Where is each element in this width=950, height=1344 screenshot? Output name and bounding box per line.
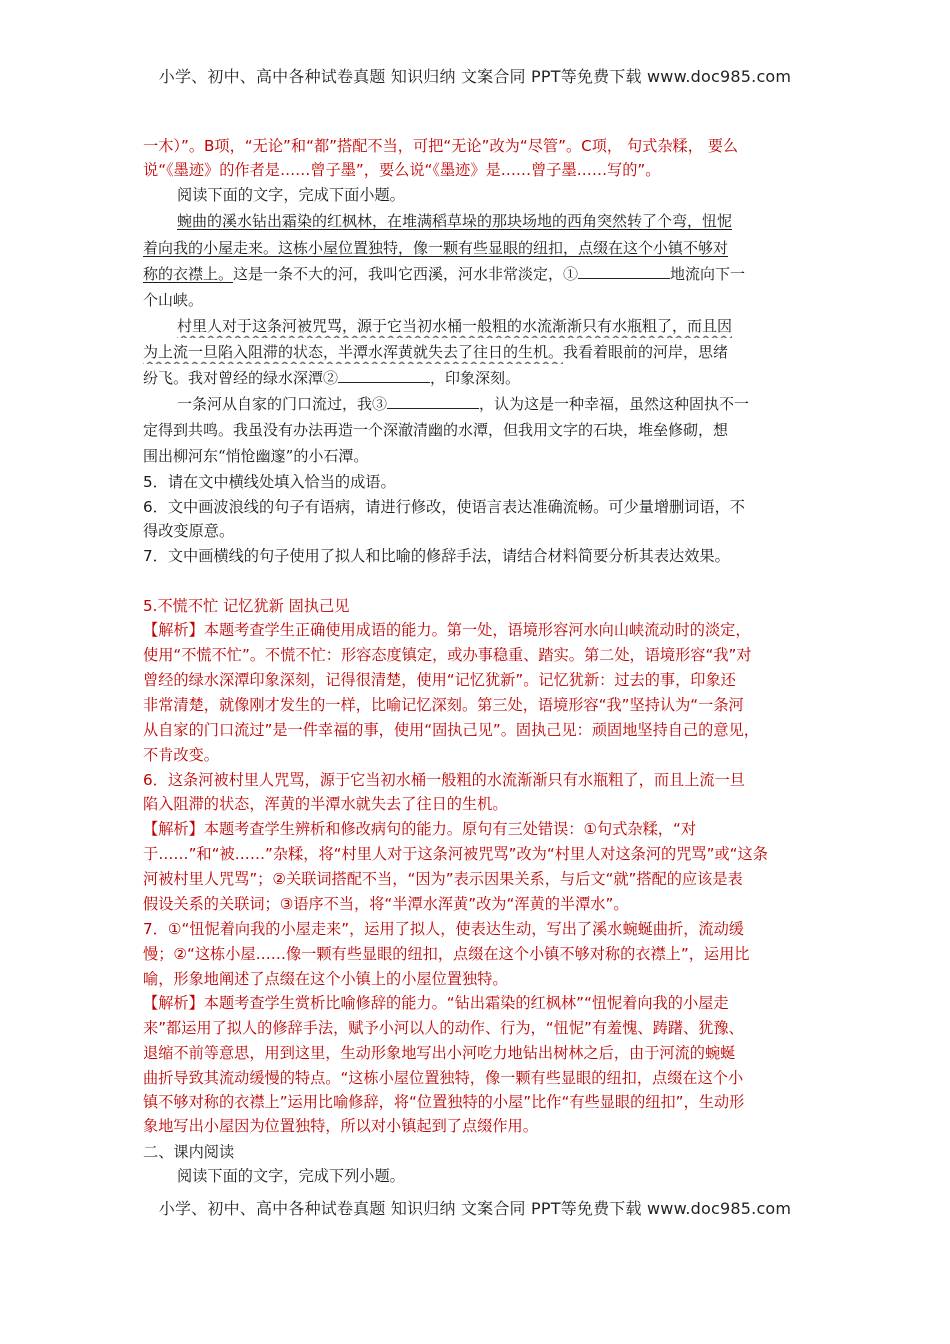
- question-5: 5．请在文中横线处填入恰当的成语。: [143, 473, 396, 491]
- reading-instruction: 阅读下面的文字，完成下面小题。: [177, 186, 405, 204]
- passage-text: 我看着眼前的河岸，思绪: [563, 343, 729, 361]
- passage-line: 围出柳河东“悄怆幽邃”的小石潭。: [143, 447, 369, 465]
- passage-line: [143, 366, 808, 390]
- passage-text: 这是一条不大的河，我叫它西溪，河水非常淡定，①: [233, 265, 579, 283]
- answer-line: 于……”和“被……”杂糅，将“村里人对于这条河被咒骂”改为“村里人对这条河的咒骂”或“这条: [143, 845, 768, 863]
- passage-line: 个山峡。: [143, 291, 204, 309]
- underlined-sentence: 着向我的小屋走来。这栋小屋位置独特，像一颗有些显眼的纽扣，点缀在这个小镇不够对: [143, 239, 729, 257]
- question-6: 6．文中画波浪线的句子有语病，请进行修改，使语言表达准确流畅。可少量增删词语，不: [143, 498, 745, 516]
- question-7: 7．文中画横线的句子使用了拟人和比喻的修辞手法，请结合材料简要分析其表达效果。: [143, 547, 730, 565]
- passage-line: [143, 340, 808, 364]
- answer-line: 6．这条河被村里人咒骂，源于它当初水桶一般粗的水流渐渐只有水瓶粗了，而且上流一旦: [143, 771, 745, 789]
- underlined-sentence: 蜿曲的溪水钻出霜染的红枫林，在堆满稻草垛的那块场地的西角突然转了个弯，忸怩: [177, 212, 733, 230]
- passage-line: [143, 262, 808, 286]
- answer-line: 不肯改变。: [143, 746, 219, 764]
- passage-text: 地流向下一: [670, 265, 746, 283]
- answer-line: 从自家的门口流过”是一件幸福的事，使用“固执己见”。固执己见：顽固地坚持自己的意见，: [143, 721, 759, 739]
- page-footer: 小学、初中、高中各种试卷真题 知识归纳 文案合同 PPT等免费下载 www.doc985.com: [158, 1199, 792, 1218]
- answer-line: 【解析】本题考查学生辨析和修改病句的能力。原句有三处错误：①句式杂糅，“对: [143, 820, 697, 838]
- answer-line: 来”都运用了拟人的修辞手法，赋予小河以人的动作、行为，“忸怩”有羞愧、踌躇、犹豫、: [143, 1019, 744, 1037]
- answer-line: 7．①“忸怩着向我的小屋走来”，运用了拟人，使表达生动，写出了溪水蜿蜒曲折，流动缓: [143, 920, 744, 938]
- answer-line: 喻，形象地阐述了点缀在这个小镇上的小屋位置独特。: [143, 970, 508, 988]
- answer-line: 【解析】本题考查学生赏析比喻修辞的能力。“钻出霜染的红枫林”“忸怩着向我的小屋走: [143, 994, 729, 1012]
- answer-line: 象地写出小屋因为位置独特，所以对小镇起到了点缀作用。: [143, 1117, 538, 1135]
- passage-line: [143, 236, 808, 260]
- page-header: 小学、初中、高中各种试卷真题 知识归纳 文案合同 PPT等免费下载 www.doc985.com: [158, 67, 792, 86]
- answer-line: 使用“不慌不忙”。不慌不忙：形容态度镇定，或办事稳重、踏实。第二处，语境形容“我”对: [143, 646, 752, 664]
- answer-line: 【解析】本题考查学生正确使用成语的能力。第一处，语境形容河水向山峡流动时的淡定，: [143, 621, 751, 639]
- passage-text: 纷飞。我对曾经的绿水深潭②: [143, 369, 339, 387]
- answer-line: 退缩不前等意思，用到这里，生动形象地写出小河吃力地钻出树林之后，由于河流的蜿蜒: [143, 1044, 736, 1062]
- wavy-sentence: 为上流一旦陷入阻滞的状态，半潭水浑黄就失去了往日的生机。: [143, 343, 564, 361]
- passage-line: [177, 392, 808, 416]
- answer-line: 5.不慌不忙 记忆犹新 固执己见: [143, 597, 350, 615]
- answer-line: 镇不够对称的衣襟上”运用比喻修辞，将“位置独特的小屋”比作“有些显眼的纽扣”，生动形: [143, 1093, 745, 1111]
- passage-line: [177, 314, 808, 338]
- passage-line: 定得到共鸣。我虽没有办法再造一个深澈清幽的水潭，但我用文字的石块，堆垒修砌，想: [143, 421, 729, 439]
- prev-answer-line: 一木）”。B项，“无论”和“都”搭配不当，可把“无论”改为“尽管”。C项， 句式杂糅， 要么: [143, 137, 739, 155]
- answer-line: 曲折导致其流动缓慢的特点。“这栋小屋位置独特，像一颗有些显眼的纽扣，点缀在这个小: [143, 1069, 744, 1087]
- passage-text: 一条河从自家的门口流过，我③: [177, 395, 388, 413]
- answer-line: 假设关系的关联词；③语序不当，将“半潭水浑黄”改为“浑黄的半潭水”。: [143, 895, 629, 913]
- section-instruction: 阅读下面的文字，完成下列小题。: [177, 1167, 405, 1185]
- question-6-cont: 得改变原意。: [143, 522, 235, 540]
- answer-line: 陷入阻滞的状态，浑黄的半潭水就失去了往日的生机。: [143, 795, 508, 813]
- passage-text: ，认为这是一种幸福，虽然这种固执不一: [479, 395, 750, 413]
- answer-line: 非常清楚，就像刚才发生的一样，比喻记忆深刻。第三处，语境形容“我”坚持认为“一条河: [143, 696, 744, 714]
- underlined-sentence: 称的衣襟上。: [143, 265, 234, 283]
- blank-1: [578, 264, 670, 279]
- blank-2: [338, 368, 430, 383]
- passage-text: ，印象深刻。: [430, 369, 521, 387]
- answer-line: 慢；②“这栋小屋……像一颗有些显眼的纽扣，点缀在这个小镇不够对称的衣襟上”，运用比: [143, 945, 750, 963]
- answer-line: 河被村里人咒骂”；②关联词搭配不当，“因为”表示因果关系，与后文“就”搭配的应该是表: [143, 870, 743, 888]
- prev-answer-line: 说“《墨迹》的作者是……曾子墨”，要么说“《墨迹》是……曾子墨……写的”。: [143, 161, 661, 179]
- answer-line: 曾经的绿水深潭印象深刻，记得很清楚，使用“记忆犹新”。记忆犹新：过去的事，印象还: [143, 671, 736, 689]
- passage-line: [177, 209, 808, 233]
- blank-3: [387, 394, 479, 409]
- section-heading: 二、课内阅读: [143, 1143, 235, 1161]
- wavy-sentence: 村里人对于这条河被咒骂，源于它当初水桶一般粗的水流渐渐只有水瓶粗了，而且因: [177, 317, 733, 335]
